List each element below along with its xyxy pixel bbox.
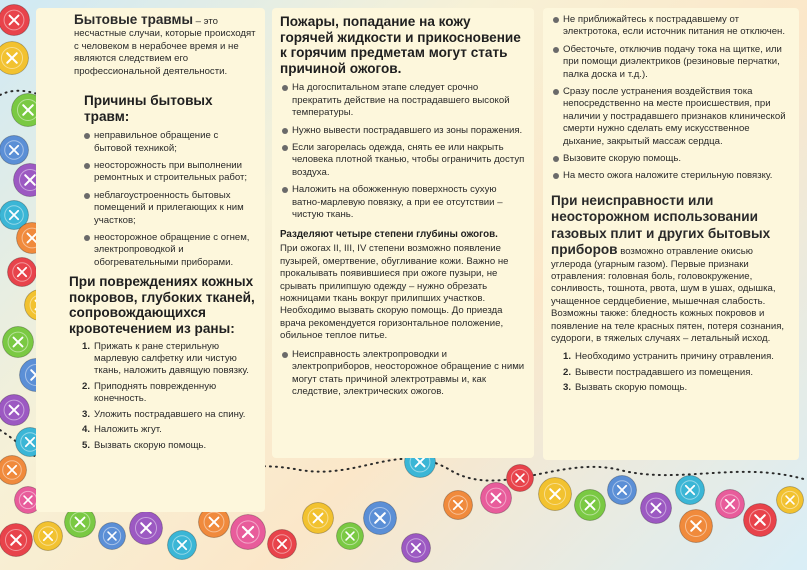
list-item xyxy=(563,382,791,394)
wound-steps-list xyxy=(82,341,257,452)
causes-heading: Причины бытовых травм: xyxy=(84,93,213,124)
causes-list xyxy=(82,130,257,269)
sewing-button-icon xyxy=(480,482,512,514)
column-electro-gas xyxy=(543,8,799,460)
list-item: неправильное обращение с бытовой техникой; xyxy=(82,130,257,155)
sewing-button-icon xyxy=(167,530,197,560)
sewing-button-icon xyxy=(675,475,705,505)
step-number: 3. xyxy=(82,408,91,420)
list-item xyxy=(82,424,257,436)
list-item xyxy=(82,440,257,452)
list-item xyxy=(82,409,257,421)
sewing-button-icon xyxy=(33,521,63,551)
list-item: Не приближайтесь к пострадавшему от электротока, если источник питания не отключен. xyxy=(551,14,791,39)
degrees-heading: Разделяют четыре степени глубины ожогов. xyxy=(280,229,498,241)
step-text: Необходимо устранить причину отравления. xyxy=(575,351,774,363)
gas-text: возможно отравление окисью углерода (угарным газом). Первые признаки отравления: головная боль, головокружение, сонливость, тошнота, рвота, шум в ушах, одышка, учащенное сердцебиение, мышечная слабость. Возможны также: бледность кожных покровов и появление на теле красных пятен, потеря сознания, судороги, в тяжелых случаях – летальный исход. xyxy=(551,246,785,344)
step-number: 2. xyxy=(82,380,91,392)
sewing-button-icon xyxy=(267,529,297,559)
sewing-button-icon xyxy=(302,502,334,534)
sewing-button-icon xyxy=(0,135,29,165)
list-item: неосторожное обращение с огнем, электропроводкой и обогревательными приборами. xyxy=(82,232,257,269)
step-number: 1. xyxy=(563,351,572,363)
sewing-button-icon xyxy=(401,533,431,563)
sewing-button-icon xyxy=(640,492,672,524)
intro-paragraph xyxy=(74,14,257,78)
list-item: На догоспитальном этапе следует срочно прекратить действие на пострадавшего высокой температуры. xyxy=(280,82,526,119)
intro-text: – это несчастные случаи, которые происходят с человеком в нерабочее время и не являются следствием его профессиональной деятельности. xyxy=(74,16,256,77)
sewing-button-icon xyxy=(230,514,266,550)
gas-heading: При неисправности или неосторожном использовании газовых плит и других бытовых приборов xyxy=(551,192,771,258)
sewing-button-icon xyxy=(129,511,163,545)
sewing-button-icon xyxy=(538,477,572,511)
sewing-button-icon xyxy=(363,501,397,535)
sewing-button-icon xyxy=(336,522,364,550)
sewing-button-icon xyxy=(607,475,637,505)
list-item: неосторожность при выполнении ремонтных и строительных работ; xyxy=(82,160,257,185)
step-text: Приподнять поврежденную конечность. xyxy=(94,380,217,405)
step-number: 2. xyxy=(563,366,572,378)
sewing-button-icon xyxy=(0,523,33,557)
step-text: Наложить жгут. xyxy=(94,424,162,436)
list-item: Если загорелась одежда, снять ее или накрыть человека плотной тканью, чтобы ограничить доступ воздуха. xyxy=(280,142,526,179)
sewing-button-icon xyxy=(7,257,37,287)
list-item: неблагоустроенность бытовых помещений и прилегающих к ним участков; xyxy=(82,190,257,227)
list-item: Неисправность электропроводки и электроприборов, неосторожное обращение с ними могут стать причиной электротравмы и, как следствие, электрических ожогов. xyxy=(280,349,526,399)
step-number: 4. xyxy=(82,424,91,436)
sewing-button-icon xyxy=(0,4,30,36)
list-item: Обесточьте, отключив подачу тока на щитке, или при помощи диэлектриков (резиновые перчатки, палка доска и т.д.). xyxy=(551,44,791,81)
list-item: На место ожога наложите стерильную повязку. xyxy=(551,170,791,182)
step-text: Вывести пострадавшего из помещения. xyxy=(575,366,754,378)
sewing-button-icon xyxy=(443,490,473,520)
step-text: Уложить пострадавшего на спину. xyxy=(94,408,246,420)
degrees-text: При ожогах II, III, IV степени возможно появление пузырей, омертвение, обугливание кожи. Важно не прокалывать появившиеся при ожоге пузыри, не срывать прилипшую одежду – нужно обрезать ножницами ткань вокруг прилипших участков. Необходимо вызвать скорую помощь. До приезда врача рекомендуется горизонтальное положение, обильное теплое питье. xyxy=(280,243,509,342)
sewing-button-icon xyxy=(776,486,804,514)
sewing-button-icon xyxy=(0,41,29,75)
gas-steps-list xyxy=(563,351,791,394)
electrical-bullet-list xyxy=(280,349,526,399)
burn-bullets-list xyxy=(280,82,526,221)
list-item: Вызовите скорую помощь. xyxy=(551,153,791,165)
column-burns xyxy=(272,8,534,458)
sewing-button-icon xyxy=(574,489,606,521)
sewing-button-icon xyxy=(0,394,30,426)
step-text: Прижать к ране стерильную марлевую салфетку или чистую ткань, наложить давящую повязку. xyxy=(94,340,249,377)
sewing-button-icon xyxy=(0,455,27,485)
list-item xyxy=(563,351,791,363)
electro-bullets-list xyxy=(551,14,791,183)
sewing-button-icon xyxy=(679,509,713,543)
sewing-button-icon xyxy=(743,503,777,537)
list-item: Наложить на обожженную поверхность сухую ватно-марлевую повязку, а при ее отсутствии – чистую ткань. xyxy=(280,184,526,221)
list-item: Нужно вывести пострадавшего из зоны поражения. xyxy=(280,125,526,137)
list-item xyxy=(82,381,257,406)
sewing-button-icon xyxy=(506,464,534,492)
sewing-button-icon xyxy=(0,200,29,230)
list-item xyxy=(563,367,791,379)
step-number: 1. xyxy=(82,340,91,352)
intro-term: Бытовые травмы xyxy=(74,12,194,27)
gas-paragraph xyxy=(551,193,791,345)
sewing-button-icon xyxy=(715,489,745,519)
wound-heading: При повреждениях кожных покровов, глубоких тканей, сопровождающихся кровотечением из раны: xyxy=(69,274,255,337)
sewing-button-icon xyxy=(98,522,126,550)
sewing-button-icon xyxy=(2,326,34,358)
burns-heading: Пожары, попадание на кожу горячей жидкости и прикосновение к горячим предметам могут стать причиной ожогов. xyxy=(280,14,521,76)
list-item xyxy=(82,341,257,378)
step-text: Вызвать скорую помощь. xyxy=(575,382,688,394)
step-number: 3. xyxy=(563,382,572,394)
step-number: 5. xyxy=(82,439,91,451)
list-item: Сразу после устранения воздействия тока непосредственно на месте происшествия, при наличии у пострадавшего признаков клинической смерти нужно сделать ему искусственное дыхание, закрытый массаж сердца. xyxy=(551,86,791,148)
step-text: Вызвать скорую помощь. xyxy=(94,439,207,451)
column-household-injuries xyxy=(36,8,265,512)
